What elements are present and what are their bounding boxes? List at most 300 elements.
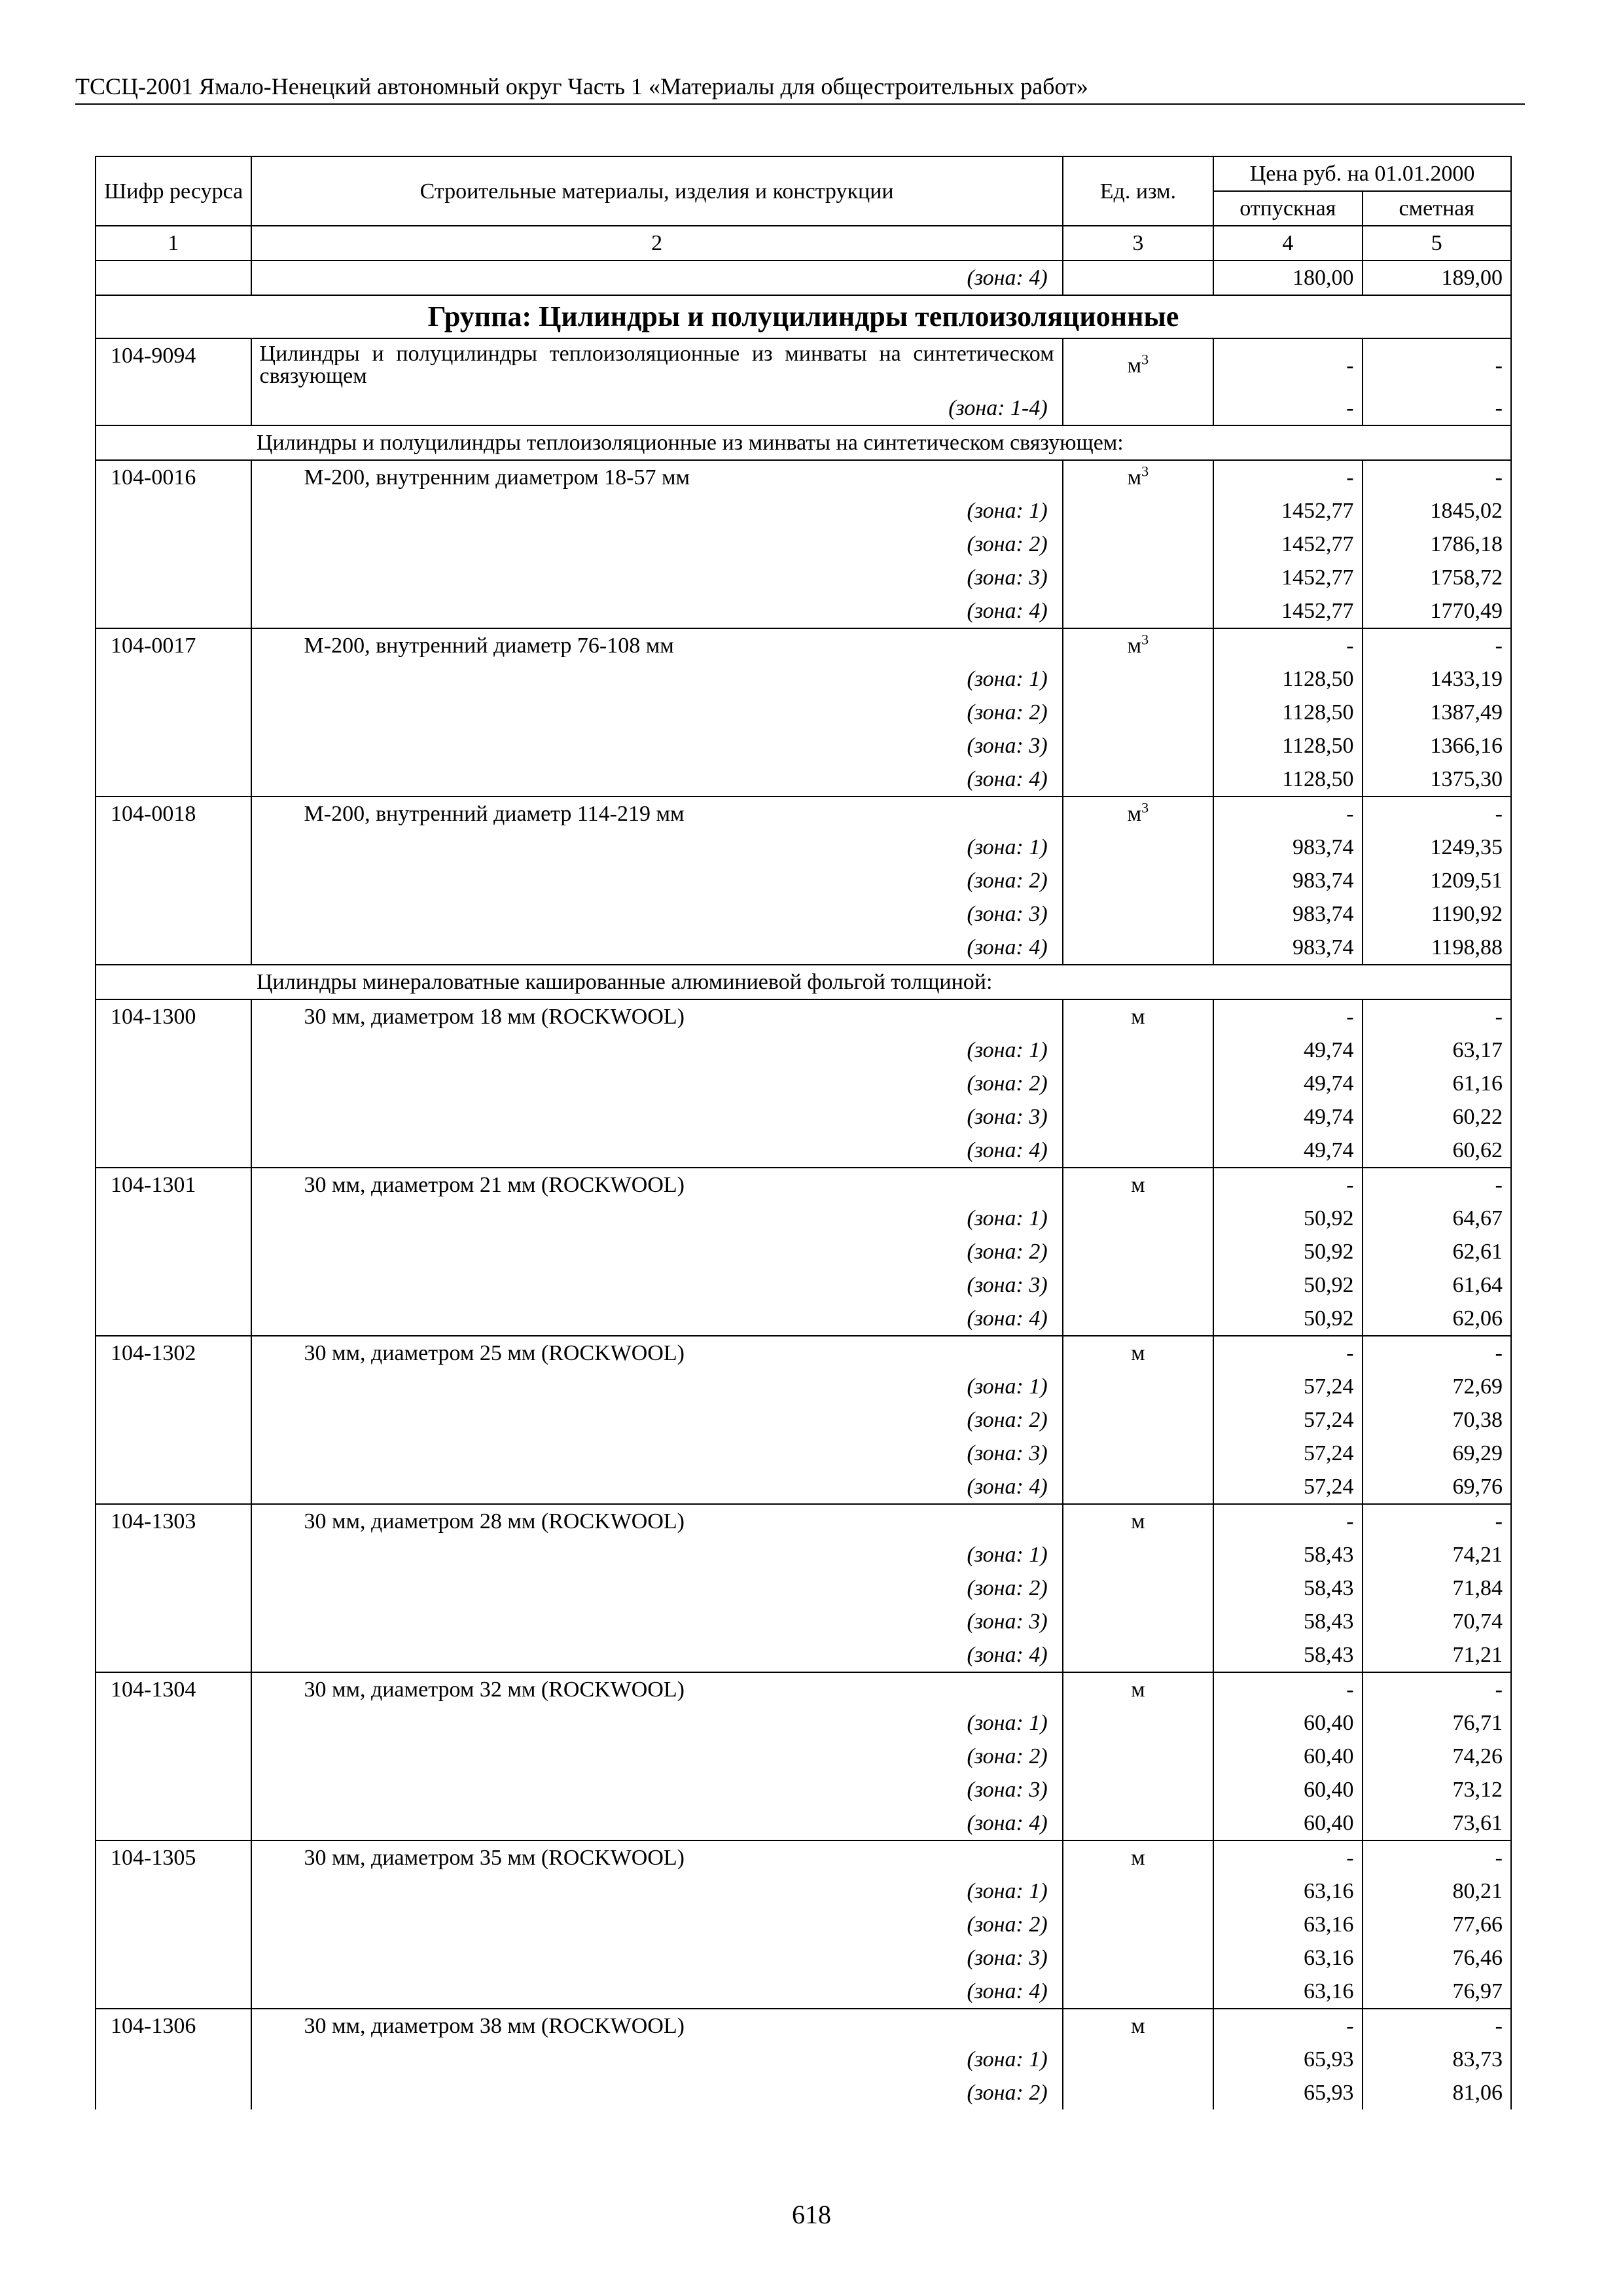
price-release: 50,92 bbox=[1213, 1202, 1362, 1235]
material-name: 30 мм, диаметром 28 мм (ROCKWOOL) bbox=[251, 1504, 1063, 1538]
zone-label: (зона: 4) bbox=[251, 1470, 1063, 1504]
zone-row bbox=[96, 391, 1511, 425]
price-release: 60,40 bbox=[1213, 1740, 1362, 1773]
zone-label: (зона: 4) bbox=[251, 1134, 1063, 1168]
zone-row bbox=[96, 897, 1511, 931]
price-estimate: 63,17 bbox=[1363, 1033, 1511, 1067]
subheading-row bbox=[96, 965, 1511, 999]
price-release: 60,40 bbox=[1213, 1706, 1362, 1740]
zone-row bbox=[96, 1403, 1511, 1437]
resource-code: 104-1305 bbox=[96, 1840, 251, 1874]
unit-cell bbox=[1063, 696, 1213, 729]
resource-code bbox=[96, 2043, 251, 2076]
resource-code bbox=[96, 762, 251, 797]
price-estimate: 74,26 bbox=[1363, 1740, 1511, 1773]
material-name: 30 мм, диаметром 35 мм (ROCKWOOL) bbox=[251, 1840, 1063, 1874]
subheading: Цилиндры и полуцилиндры теплоизоляционные из минваты на синтетическом связующем: bbox=[96, 425, 1511, 460]
resource-code: 104-9094 bbox=[96, 338, 251, 391]
price-release: - bbox=[1213, 338, 1362, 391]
unit-cell bbox=[1063, 594, 1213, 628]
unit: м bbox=[1131, 1846, 1145, 1870]
zone-row bbox=[96, 2043, 1511, 2076]
price-release: 49,74 bbox=[1213, 1134, 1362, 1168]
price-release: 58,43 bbox=[1213, 1571, 1362, 1605]
material-name: М-200, внутренним диаметром 18-57 мм bbox=[251, 460, 1063, 494]
group-title: Группа: Цилиндры и полуцилиндры теплоизоляционные bbox=[96, 295, 1511, 338]
price-release: 1128,50 bbox=[1213, 696, 1362, 729]
resource-code bbox=[96, 1134, 251, 1168]
unit-exponent: 3 bbox=[1141, 631, 1149, 648]
col-header-code: Шифр ресурса bbox=[96, 156, 251, 226]
zone-row bbox=[96, 1437, 1511, 1470]
price-release: 1452,77 bbox=[1213, 528, 1362, 561]
unit: м bbox=[1127, 465, 1142, 490]
zone-row bbox=[96, 1202, 1511, 1235]
zone-label: (зона: 4) bbox=[251, 1638, 1063, 1672]
unit-cell bbox=[1063, 1840, 1213, 1874]
price-estimate: 70,38 bbox=[1363, 1403, 1511, 1437]
price-estimate: - bbox=[1363, 2009, 1511, 2043]
material-name: М-200, внутренний диаметр 114-219 мм bbox=[251, 797, 1063, 831]
subheading-row bbox=[96, 425, 1511, 460]
column-number: 5 bbox=[1363, 226, 1511, 260]
price-estimate: 1375,30 bbox=[1363, 762, 1511, 797]
zone-row bbox=[96, 1134, 1511, 1168]
price-estimate: 71,84 bbox=[1363, 1571, 1511, 1605]
unit-cell bbox=[1063, 1672, 1213, 1706]
price-estimate: 1758,72 bbox=[1363, 561, 1511, 594]
zone-label: (зона: 4) bbox=[251, 260, 1063, 295]
price-release: - bbox=[1213, 999, 1362, 1033]
zone-label: (зона: 1) bbox=[251, 1538, 1063, 1571]
zone-label: (зона: 1) bbox=[251, 1370, 1063, 1403]
unit-cell bbox=[1063, 1370, 1213, 1403]
resource-code: 104-0017 bbox=[96, 628, 251, 662]
unit-cell bbox=[1063, 1874, 1213, 1908]
price-release: 1128,50 bbox=[1213, 762, 1362, 797]
price-estimate: 1786,18 bbox=[1363, 528, 1511, 561]
resource-code bbox=[96, 1706, 251, 1740]
zone-label: (зона: 4) bbox=[251, 762, 1063, 797]
price-release: 65,93 bbox=[1213, 2076, 1362, 2109]
price-release: 1128,50 bbox=[1213, 729, 1362, 762]
resource-code bbox=[96, 729, 251, 762]
zone-row bbox=[96, 1874, 1511, 1908]
zone-label: (зона: 4) bbox=[251, 931, 1063, 965]
zone-label: (зона: 3) bbox=[251, 729, 1063, 762]
unit: м bbox=[1127, 802, 1142, 826]
price-estimate: 1770,49 bbox=[1363, 594, 1511, 628]
resource-code bbox=[96, 662, 251, 696]
zone-label: (зона: 2) bbox=[251, 1403, 1063, 1437]
zone-label: (зона: 3) bbox=[251, 1100, 1063, 1134]
unit-cell bbox=[1063, 1941, 1213, 1975]
price-release: 63,16 bbox=[1213, 1941, 1362, 1975]
material-name: 30 мм, диаметром 25 мм (ROCKWOOL) bbox=[251, 1336, 1063, 1370]
table-body bbox=[96, 260, 1511, 2109]
resource-code bbox=[96, 1302, 251, 1336]
unit: м bbox=[1131, 1341, 1145, 1365]
price-estimate: 73,61 bbox=[1363, 1806, 1511, 1840]
zone-label: (зона: 3) bbox=[251, 897, 1063, 931]
zone-label: (зона: 4) bbox=[251, 1806, 1063, 1840]
resource-code bbox=[96, 594, 251, 628]
price-estimate: 69,29 bbox=[1363, 1437, 1511, 1470]
price-release: 50,92 bbox=[1213, 1235, 1362, 1268]
price-estimate: 83,73 bbox=[1363, 2043, 1511, 2076]
zone-label: (зона: 1) bbox=[251, 1874, 1063, 1908]
zone-label: (зона: 1-4) bbox=[251, 391, 1063, 425]
resource-code bbox=[96, 1538, 251, 1571]
price-release: 57,24 bbox=[1213, 1403, 1362, 1437]
resource-code bbox=[96, 1740, 251, 1773]
resource-code bbox=[96, 561, 251, 594]
unit-cell bbox=[1063, 864, 1213, 897]
unit-cell bbox=[1063, 460, 1213, 494]
zone-label: (зона: 1) bbox=[251, 662, 1063, 696]
price-estimate: 1190,92 bbox=[1363, 897, 1511, 931]
price-estimate: - bbox=[1363, 338, 1511, 391]
unit-cell bbox=[1063, 1067, 1213, 1100]
unit-cell bbox=[1063, 1235, 1213, 1268]
table-row bbox=[96, 460, 1511, 494]
price-release: 57,24 bbox=[1213, 1437, 1362, 1470]
price-estimate: - bbox=[1363, 1168, 1511, 1202]
zone-row bbox=[96, 696, 1511, 729]
resource-code bbox=[96, 1874, 251, 1908]
price-estimate: - bbox=[1363, 999, 1511, 1033]
zone-label: (зона: 3) bbox=[251, 1773, 1063, 1806]
price-release: 60,40 bbox=[1213, 1773, 1362, 1806]
price-estimate: 1845,02 bbox=[1363, 494, 1511, 528]
zone-label: (зона: 2) bbox=[251, 864, 1063, 897]
price-release: - bbox=[1213, 391, 1362, 425]
unit-cell bbox=[1063, 1134, 1213, 1168]
price-estimate: - bbox=[1363, 628, 1511, 662]
zone-label: (зона: 1) bbox=[251, 1706, 1063, 1740]
zone-label: (зона: 4) bbox=[251, 1975, 1063, 2009]
price-release: 65,93 bbox=[1213, 2043, 1362, 2076]
price-release: - bbox=[1213, 1336, 1362, 1370]
zone-row bbox=[96, 1975, 1511, 2009]
price-release: 63,16 bbox=[1213, 1908, 1362, 1941]
page-number: 618 bbox=[792, 2200, 831, 2229]
col-header-price-release: отпускная bbox=[1213, 191, 1362, 226]
unit-cell bbox=[1063, 1403, 1213, 1437]
price-release: 57,24 bbox=[1213, 1470, 1362, 1504]
unit-cell bbox=[1063, 1202, 1213, 1235]
price-estimate: 70,74 bbox=[1363, 1605, 1511, 1638]
unit-cell bbox=[1063, 1975, 1213, 2009]
price-release: - bbox=[1213, 628, 1362, 662]
zone-label: (зона: 2) bbox=[251, 2076, 1063, 2109]
price-release: 50,92 bbox=[1213, 1268, 1362, 1302]
unit-cell bbox=[1063, 1908, 1213, 1941]
zone-label: (зона: 4) bbox=[251, 1302, 1063, 1336]
col-header-price-estimate: сметная bbox=[1363, 191, 1511, 226]
zone-row bbox=[96, 2076, 1511, 2109]
resource-code bbox=[96, 1470, 251, 1504]
unit-cell bbox=[1063, 1268, 1213, 1302]
zone-row bbox=[96, 1033, 1511, 1067]
zone-row bbox=[96, 662, 1511, 696]
price-table bbox=[95, 156, 1512, 2109]
zone-row bbox=[96, 1638, 1511, 1672]
table-row bbox=[96, 338, 1511, 391]
resource-code bbox=[96, 1806, 251, 1840]
resource-code bbox=[96, 1370, 251, 1403]
table-row bbox=[96, 1504, 1511, 1538]
price-estimate: - bbox=[1363, 1336, 1511, 1370]
resource-code: 104-1301 bbox=[96, 1168, 251, 1202]
zone-label: (зона: 3) bbox=[251, 1605, 1063, 1638]
resource-code bbox=[96, 831, 251, 864]
price-release: 983,74 bbox=[1213, 831, 1362, 864]
resource-code: 104-1306 bbox=[96, 2009, 251, 2043]
unit: м bbox=[1131, 1677, 1145, 1702]
zone-row bbox=[96, 1706, 1511, 1740]
price-estimate: 60,22 bbox=[1363, 1100, 1511, 1134]
unit-cell bbox=[1063, 1033, 1213, 1067]
unit-cell bbox=[1063, 1100, 1213, 1134]
zone-label: (зона: 4) bbox=[251, 594, 1063, 628]
unit-cell bbox=[1063, 1773, 1213, 1806]
zone-label: (зона: 2) bbox=[251, 528, 1063, 561]
zone-row bbox=[96, 561, 1511, 594]
zone-row bbox=[96, 1235, 1511, 1268]
material-name: Цилиндры и полуцилиндры теплоизоляционные из минваты на синтетическом связующем bbox=[251, 338, 1063, 391]
unit-cell bbox=[1063, 1571, 1213, 1605]
price-estimate: 73,12 bbox=[1363, 1773, 1511, 1806]
resource-code bbox=[96, 1235, 251, 1268]
price-estimate: 61,16 bbox=[1363, 1067, 1511, 1100]
unit-cell bbox=[1063, 1504, 1213, 1538]
price-estimate: 76,46 bbox=[1363, 1941, 1511, 1975]
material-name: 30 мм, диаметром 38 мм (ROCKWOOL) bbox=[251, 2009, 1063, 2043]
price-release: 58,43 bbox=[1213, 1538, 1362, 1571]
table-row bbox=[96, 628, 1511, 662]
price-estimate: - bbox=[1363, 797, 1511, 831]
zone-label: (зона: 1) bbox=[251, 1033, 1063, 1067]
column-number: 4 bbox=[1213, 226, 1362, 260]
zone-row bbox=[96, 528, 1511, 561]
resource-code: 104-1303 bbox=[96, 1504, 251, 1538]
price-estimate: 64,67 bbox=[1363, 1202, 1511, 1235]
material-name: 30 мм, диаметром 32 мм (ROCKWOOL) bbox=[251, 1672, 1063, 1706]
table-row bbox=[96, 797, 1511, 831]
zone-label: (зона: 2) bbox=[251, 1235, 1063, 1268]
unit-cell bbox=[1063, 2076, 1213, 2109]
zone-row bbox=[96, 1806, 1511, 1840]
price-estimate: - bbox=[1363, 460, 1511, 494]
price-release: 58,43 bbox=[1213, 1638, 1362, 1672]
price-release: 1128,50 bbox=[1213, 662, 1362, 696]
price-estimate: 72,69 bbox=[1363, 1370, 1511, 1403]
resource-code bbox=[96, 931, 251, 965]
unit-exponent: 3 bbox=[1141, 799, 1149, 816]
zone-row bbox=[96, 1908, 1511, 1941]
price-release: 983,74 bbox=[1213, 864, 1362, 897]
price-release: - bbox=[1213, 1168, 1362, 1202]
unit-cell bbox=[1063, 494, 1213, 528]
resource-code bbox=[96, 1773, 251, 1806]
unit-cell bbox=[1063, 1605, 1213, 1638]
price-estimate: 61,64 bbox=[1363, 1268, 1511, 1302]
zone-row bbox=[96, 1370, 1511, 1403]
price-estimate: - bbox=[1363, 1504, 1511, 1538]
resource-code bbox=[96, 1268, 251, 1302]
unit-cell bbox=[1063, 1638, 1213, 1672]
table-row bbox=[96, 1336, 1511, 1370]
zone-row bbox=[96, 1538, 1511, 1571]
unit-cell bbox=[1063, 1168, 1213, 1202]
resource-code bbox=[96, 1638, 251, 1672]
zone-row bbox=[96, 1773, 1511, 1806]
price-release: - bbox=[1213, 2009, 1362, 2043]
column-numbers-row bbox=[96, 226, 1511, 260]
zone-row bbox=[96, 1571, 1511, 1605]
resource-code bbox=[96, 696, 251, 729]
price-release: 50,92 bbox=[1213, 1302, 1362, 1336]
resource-code bbox=[96, 1100, 251, 1134]
zone-row bbox=[96, 1605, 1511, 1638]
resource-code: 104-1300 bbox=[96, 999, 251, 1033]
price-release: 1452,77 bbox=[1213, 561, 1362, 594]
price-estimate: 77,66 bbox=[1363, 1908, 1511, 1941]
price-release: 49,74 bbox=[1213, 1067, 1362, 1100]
unit-cell bbox=[1063, 999, 1213, 1033]
price-estimate: 1387,49 bbox=[1363, 696, 1511, 729]
unit-cell bbox=[1063, 1302, 1213, 1336]
unit-cell bbox=[1063, 1706, 1213, 1740]
zone-label: (зона: 3) bbox=[251, 1941, 1063, 1975]
unit: м bbox=[1127, 634, 1142, 658]
resource-code bbox=[96, 1571, 251, 1605]
price-estimate: 1433,19 bbox=[1363, 662, 1511, 696]
zone-row bbox=[96, 594, 1511, 628]
price-estimate: - bbox=[1363, 1672, 1511, 1706]
price-estimate: 76,71 bbox=[1363, 1706, 1511, 1740]
material-name: М-200, внутренний диаметр 76-108 мм bbox=[251, 628, 1063, 662]
price-release: 49,74 bbox=[1213, 1033, 1362, 1067]
price-release: 60,40 bbox=[1213, 1806, 1362, 1840]
zone-row bbox=[96, 1941, 1511, 1975]
unit-cell bbox=[1063, 260, 1213, 295]
price-estimate: 71,21 bbox=[1363, 1638, 1511, 1672]
unit-cell bbox=[1063, 391, 1213, 425]
unit-cell bbox=[1063, 662, 1213, 696]
price-release: - bbox=[1213, 797, 1362, 831]
resource-code bbox=[96, 494, 251, 528]
resource-code bbox=[96, 1067, 251, 1100]
unit-exponent: 3 bbox=[1141, 463, 1149, 480]
price-release: - bbox=[1213, 460, 1362, 494]
zone-label: (зона: 1) bbox=[251, 1202, 1063, 1235]
zone-row bbox=[96, 260, 1511, 295]
price-estimate: 189,00 bbox=[1363, 260, 1511, 295]
unit-cell bbox=[1063, 1336, 1213, 1370]
zone-row bbox=[96, 1302, 1511, 1336]
unit: м bbox=[1131, 2014, 1145, 2038]
column-number: 1 bbox=[96, 226, 251, 260]
column-number: 3 bbox=[1063, 226, 1213, 260]
resource-code bbox=[96, 1908, 251, 1941]
price-estimate: - bbox=[1363, 1840, 1511, 1874]
resource-code bbox=[96, 1403, 251, 1437]
unit-cell bbox=[1063, 1538, 1213, 1571]
resource-code: 104-0016 bbox=[96, 460, 251, 494]
zone-row bbox=[96, 1067, 1511, 1100]
unit-cell bbox=[1063, 561, 1213, 594]
col-header-price-group: Цена руб. на 01.01.2000 bbox=[1213, 156, 1511, 191]
price-estimate: 1366,16 bbox=[1363, 729, 1511, 762]
resource-code: 104-1302 bbox=[96, 1336, 251, 1370]
zone-label: (зона: 2) bbox=[251, 1740, 1063, 1773]
price-release: - bbox=[1213, 1840, 1362, 1874]
price-estimate: 60,62 bbox=[1363, 1134, 1511, 1168]
resource-code bbox=[96, 1605, 251, 1638]
unit-cell bbox=[1063, 1437, 1213, 1470]
price-estimate: - bbox=[1363, 391, 1511, 425]
zone-row bbox=[96, 1100, 1511, 1134]
price-estimate: 76,97 bbox=[1363, 1975, 1511, 2009]
unit-cell bbox=[1063, 1470, 1213, 1504]
unit-cell bbox=[1063, 897, 1213, 931]
unit-cell bbox=[1063, 2009, 1213, 2043]
group-row bbox=[96, 295, 1511, 338]
zone-row bbox=[96, 831, 1511, 864]
table-row bbox=[96, 2009, 1511, 2043]
price-estimate: 80,21 bbox=[1363, 1874, 1511, 1908]
col-header-unit: Ед. изм. bbox=[1063, 156, 1213, 226]
price-release: 58,43 bbox=[1213, 1605, 1362, 1638]
zone-row bbox=[96, 762, 1511, 797]
resource-code bbox=[96, 1033, 251, 1067]
unit-cell bbox=[1063, 2043, 1213, 2076]
zone-label: (зона: 3) bbox=[251, 1268, 1063, 1302]
zone-label: (зона: 1) bbox=[251, 831, 1063, 864]
zone-label: (зона: 1) bbox=[251, 494, 1063, 528]
resource-code bbox=[96, 897, 251, 931]
unit: м bbox=[1127, 353, 1142, 378]
unit-cell bbox=[1063, 338, 1213, 391]
resource-code bbox=[96, 528, 251, 561]
table-row bbox=[96, 1840, 1511, 1874]
unit-cell bbox=[1063, 729, 1213, 762]
price-estimate: 1198,88 bbox=[1363, 931, 1511, 965]
unit-cell bbox=[1063, 628, 1213, 662]
zone-label: (зона: 2) bbox=[251, 1067, 1063, 1100]
zone-row bbox=[96, 1470, 1511, 1504]
unit-cell bbox=[1063, 797, 1213, 831]
table-row bbox=[96, 1168, 1511, 1202]
material-name: 30 мм, диаметром 21 мм (ROCKWOOL) bbox=[251, 1168, 1063, 1202]
resource-code bbox=[96, 1437, 251, 1470]
unit: м bbox=[1131, 1173, 1145, 1197]
resource-code bbox=[96, 260, 251, 295]
unit-cell bbox=[1063, 1806, 1213, 1840]
zone-row bbox=[96, 494, 1511, 528]
resource-code bbox=[96, 1975, 251, 2009]
table-row bbox=[96, 1672, 1511, 1706]
price-estimate: 1249,35 bbox=[1363, 831, 1511, 864]
zone-label: (зона: 1) bbox=[251, 2043, 1063, 2076]
resource-code bbox=[96, 1941, 251, 1975]
price-release: 63,16 bbox=[1213, 1874, 1362, 1908]
price-estimate: 81,06 bbox=[1363, 2076, 1511, 2109]
zone-label: (зона: 2) bbox=[251, 1571, 1063, 1605]
zone-row bbox=[96, 729, 1511, 762]
